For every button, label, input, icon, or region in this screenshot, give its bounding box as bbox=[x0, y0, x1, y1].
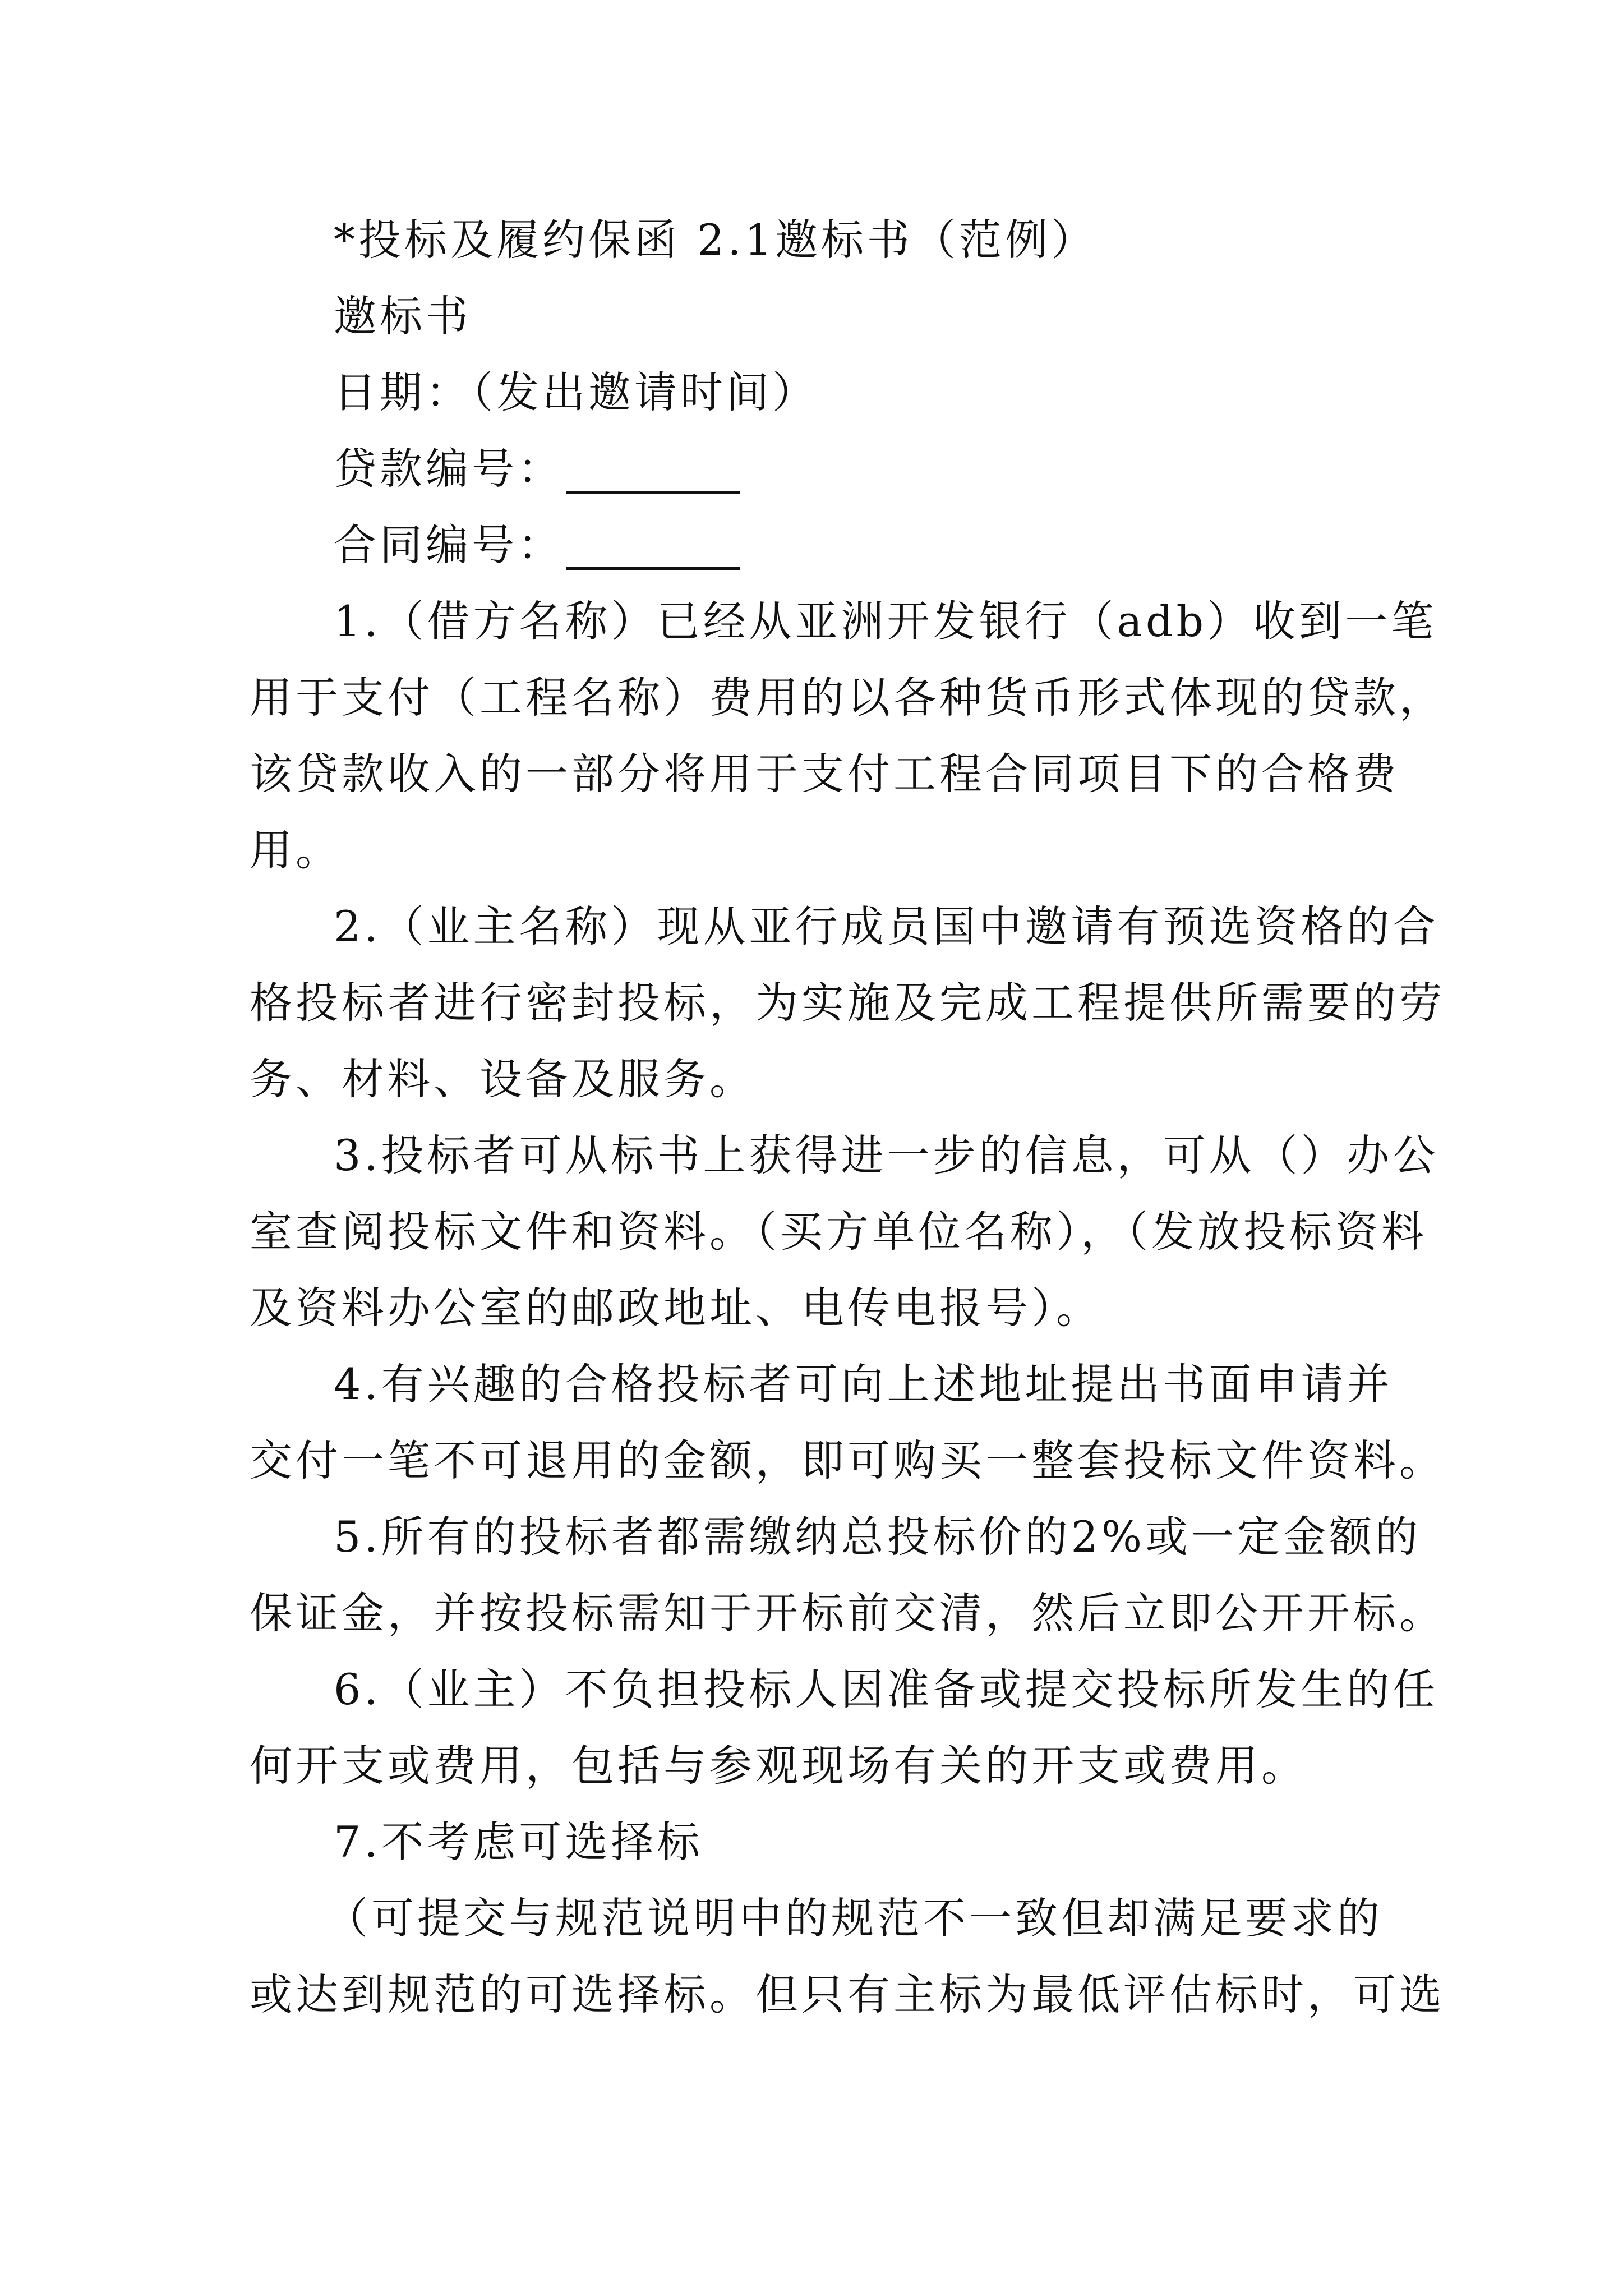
document-heading: *投标及履约保函 2.1邀标书（范例） bbox=[334, 215, 1098, 265]
contract-number-line bbox=[250, 507, 1394, 583]
date-line: 日期：（发出邀请时间） bbox=[334, 367, 818, 417]
paragraph-5-line-2: 保证金，并按投标需知于开标前交清，然后立即公开开标。 bbox=[250, 1588, 1445, 1638]
paragraph-6-line-1: 6.（业主）不负担投标人因准备或提交投标所发生的任 bbox=[334, 1664, 1439, 1714]
paragraph-2-line-2: 格投标者进行密封投标，为实施及完成工程提供所需要的劳 bbox=[250, 978, 1445, 1028]
document-subtitle: 邀标书 bbox=[334, 291, 472, 341]
paragraph-1-line-2: 用于支付（工程名称）费用的以各种货币形式体现的贷款， bbox=[250, 673, 1445, 723]
contract-number-label: 合同编号： bbox=[334, 520, 564, 570]
paragraph-6-line-2: 何开支或费用，包括与参观现场有关的开支或费用。 bbox=[250, 1741, 1307, 1791]
paragraph-7-line-1: 7.不考虑可选择标 bbox=[334, 1817, 703, 1867]
paragraph-8-line-1: （可提交与规范说明中的规范不一致但却满足要求的 bbox=[325, 1893, 1383, 1943]
paragraph-5-line-1: 5.所有的投标者都需缴纳总投标价的2%或一定金额的 bbox=[334, 1512, 1422, 1562]
paragraph-2-line-1: 2.（业主名称）现从亚行成员国中邀请有预选资格的合 bbox=[334, 901, 1439, 951]
paragraph-1-line-4: 用。 bbox=[250, 825, 342, 875]
paragraph-3-line-1: 3.投标者可从标书上获得进一步的信息，可从（）办公 bbox=[334, 1130, 1439, 1180]
paragraph-3-line-3: 及资料办公室的邮政地址、电传电报号）。 bbox=[250, 1283, 1102, 1333]
loan-number-line bbox=[250, 431, 1394, 507]
paragraph-1-line-3: 该贷款收入的一部分将用于支付工程合同项目下的合格费 bbox=[250, 749, 1399, 799]
loan-number-blank bbox=[566, 446, 740, 494]
paragraph-4-line-1: 4.有兴趣的合格投标者可向上述地址提出书面申请并 bbox=[334, 1359, 1393, 1409]
paragraph-4-line-2: 交付一笔不可退用的金额，即可购买一整套投标文件资料。 bbox=[250, 1435, 1445, 1485]
paragraph-3-line-2: 室查阅投标文件和资料。（买方单位名称），（发放投标资料 bbox=[250, 1207, 1427, 1257]
paragraph-1-line-1: 1.（借方名称）已经从亚洲开发银行（adb）收到一笔 bbox=[334, 596, 1437, 646]
paragraph-8-line-2: 或达到规范的可选择标。但只有主标为最低评估标时，可选 bbox=[250, 1970, 1445, 2019]
paragraph-2-line-3: 务、材料、设备及服务。 bbox=[250, 1054, 755, 1104]
document-body bbox=[250, 202, 1445, 2033]
loan-number-label: 贷款编号： bbox=[334, 444, 564, 494]
contract-number-blank bbox=[566, 522, 740, 570]
